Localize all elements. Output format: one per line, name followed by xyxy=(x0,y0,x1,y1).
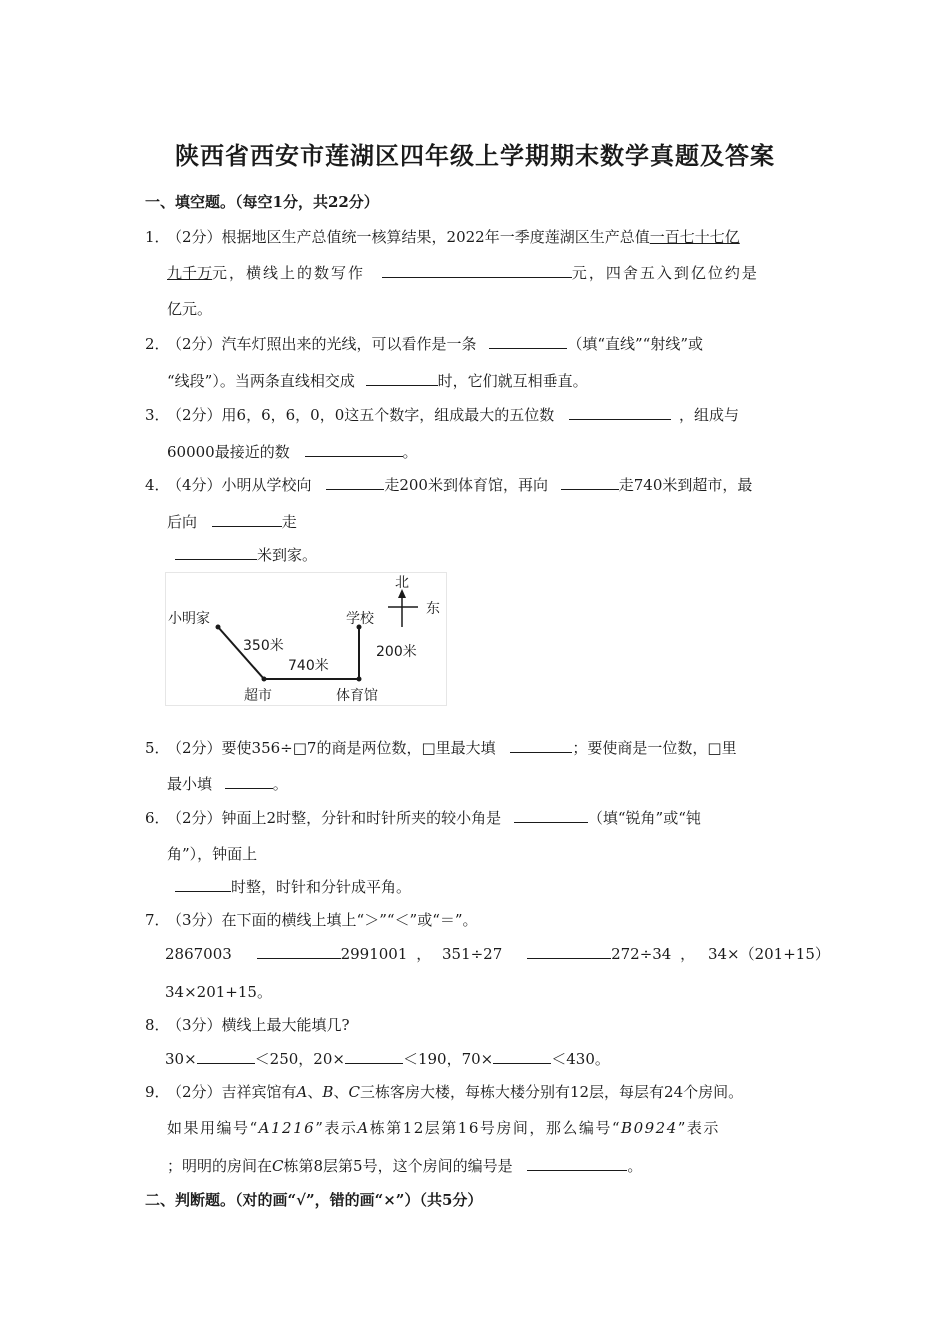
q9-blank-1[interactable] xyxy=(527,1156,627,1171)
q1-line-2: 九千万元，横线上的数写作 元，四舍五入到亿位约是 xyxy=(167,264,759,282)
q9-line-2: 如果用编号“A1216”表示A栋第12层第16号房间，那么编号“B0924”表示 xyxy=(167,1119,720,1137)
q4-line-3: 米到家。 xyxy=(175,544,317,565)
home-label: 小明家 xyxy=(168,611,210,627)
q5-line-1: 5．（2分）要使356÷□7的商是两位数，□里最大填 ；要使商是一位数，□里 xyxy=(145,739,737,757)
q6-blank-1[interactable] xyxy=(514,808,588,823)
q4-blank-1[interactable] xyxy=(326,475,384,490)
q6-line-1: 6．（2分）钟面上2时整，分针和时针所夹的较小角是 （填“锐角”或“钝 xyxy=(145,809,701,827)
q8-line-2: 30× ＜250，20× ＜190，70× ＜430。 xyxy=(165,1050,610,1068)
q9-line-1: 9．（2分）吉祥宾馆有A、B、C三栋客房大楼，每栋大楼分别有12层，每层有24个房间。 xyxy=(145,1083,744,1101)
q4-line-1: 4．（4分）小明从学校向 走200米到体育馆，再向 走740米到超市，最 xyxy=(145,476,753,494)
compass-east-label: 东 xyxy=(426,601,440,617)
q7-line-1: 7．（3分）在下面的横线上填上“＞”“＜”或“＝”。 xyxy=(145,911,478,929)
q8-blank-1[interactable] xyxy=(197,1049,255,1064)
q4-blank-3[interactable] xyxy=(212,512,282,527)
section-1-heading: 一、填空题。（每空1分，共22分） xyxy=(145,193,379,211)
school-label: 学校 xyxy=(346,611,374,627)
q2-blank-2[interactable] xyxy=(366,371,438,386)
q4-blank-2[interactable] xyxy=(561,475,619,490)
market-label: 超市 xyxy=(244,688,272,704)
gym-label: 体育馆 xyxy=(336,688,378,704)
q1-line-1: 1．（2分）根据地区生产总值统一核算结果，2022年一季度莲湖区生产总值一百七十七亿 xyxy=(145,228,740,246)
q7-blank-2[interactable] xyxy=(527,944,611,959)
section-2-heading: 二、判断题。（对的画“√”，错的画“×”）（共5分） xyxy=(145,1191,483,1209)
home-point xyxy=(216,625,221,630)
compass-north-label: 北 xyxy=(395,575,409,591)
q2-line-1: 2．（2分）汽车灯照出来的光线，可以看作是一条 （填“直线”“射线”或 xyxy=(145,335,704,353)
q4-line-2: 后向 走 xyxy=(167,513,297,531)
q5-blank-2[interactable] xyxy=(225,774,273,789)
market-point xyxy=(262,677,267,682)
q1-line-3: 亿元。 xyxy=(167,300,213,318)
q7-line-2: 2867003 2991001 ， 351÷27 272÷34 ， 34×（201+15） xyxy=(165,945,830,963)
q4-blank-4[interactable] xyxy=(175,545,257,560)
distance-gym-school: 200米 xyxy=(376,644,417,660)
q2-blank-1[interactable] xyxy=(489,334,567,349)
q9-line-3: ；明明的房间在C栋第8层第5号，这个房间的编号是 。 xyxy=(167,1157,643,1175)
q1-blank-number[interactable] xyxy=(382,263,572,278)
distance-home-market: 350米 xyxy=(243,638,284,654)
q6-blank-2[interactable] xyxy=(175,877,231,892)
q8-line-1: 8．（3分）横线上最大能填几? xyxy=(145,1016,350,1034)
q8-blank-2[interactable] xyxy=(345,1049,403,1064)
q5-line-2: 最小填 。 xyxy=(167,775,288,793)
q5-blank-1[interactable] xyxy=(510,738,572,753)
q3-blank-1[interactable] xyxy=(569,405,671,420)
q6-line-2: 角”），钟面上 xyxy=(167,845,258,863)
q3-blank-2[interactable] xyxy=(305,442,403,457)
gym-point xyxy=(357,677,362,682)
route-map-figure xyxy=(165,572,447,706)
q2-line-2: “线段”）。当两条直线相交成 时，它们就互相垂直。 xyxy=(167,372,588,390)
page-title: 陕西省西安市莲湖区四年级上学期期末数学真题及答案 xyxy=(175,141,775,170)
route-map xyxy=(166,573,446,705)
q3-line-2: 60000最接近的数 。 xyxy=(167,443,418,461)
q7-line-3: 34×201+15。 xyxy=(165,983,272,1001)
q3-line-1: 3．（2分）用6，6，6，0，0这五个数字，组成最大的五位数 ，组成与 xyxy=(145,406,740,424)
q8-blank-3[interactable] xyxy=(493,1049,551,1064)
distance-market-gym: 740米 xyxy=(288,658,329,674)
q7-blank-1[interactable] xyxy=(257,944,341,959)
q6-line-3: 时整，时针和分针成平角。 xyxy=(175,876,411,897)
